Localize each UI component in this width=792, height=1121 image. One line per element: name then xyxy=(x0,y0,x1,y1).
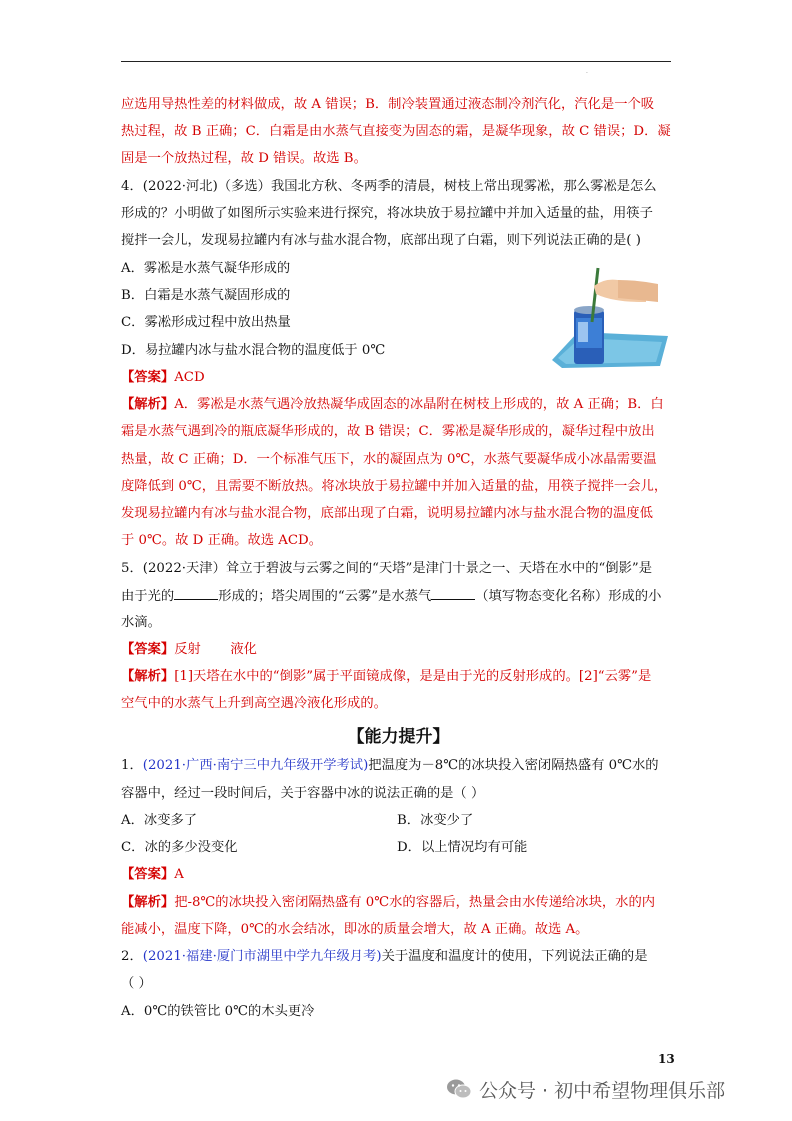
question-5-part: （填写物态变化名称）形成的小 xyxy=(475,589,662,604)
practice-1-option-c: C．冰的多少没变化 xyxy=(121,840,238,855)
question-5-part: 由于光的 xyxy=(121,589,175,604)
question-4-option-b: B．白霜是水蒸气凝固形成的 xyxy=(121,288,291,303)
explanation-5 xyxy=(121,668,676,686)
explanation-line: 应选用导热性差的材料做成，故 A 错误；B．制冷装置通过液态制冷剂汽化，汽化是一个吸 xyxy=(121,97,655,112)
watermark-text: 公众号 · 初中希望物理俱乐部 xyxy=(479,1079,726,1102)
practice-1-text: 容器中，经过一段时间后，关于容器中冰的说法正确的是（ ） xyxy=(121,786,485,801)
fill-blank xyxy=(174,587,218,600)
question-5-text: 5．(2022·天津）耸立于碧波与云雾之间的“天塔”是津门十景之一、天塔在水中的“倒影”是 xyxy=(121,561,652,576)
explanation-text: A．雾凇是水蒸气遇冷放热凝华成固态的冰晶附在树枝上形成的，故 A 正确；B．白 xyxy=(174,397,664,412)
practice-1-text xyxy=(121,757,676,775)
answer-value: ACD xyxy=(174,370,205,385)
explanation-p1 xyxy=(121,894,676,912)
answer-p1 xyxy=(121,866,676,884)
answer-4 xyxy=(121,369,676,387)
wechat-icon xyxy=(445,1077,473,1101)
question-number: 1． xyxy=(121,758,143,773)
explanation-label: 【解析】 xyxy=(121,669,175,684)
watermark xyxy=(445,1075,725,1103)
explanation-label: 【解析】 xyxy=(121,895,175,910)
question-4-option-d: D．易拉罐内冰与盐水混合物的温度低于 0℃ xyxy=(121,343,386,358)
practice-2-text xyxy=(121,948,676,966)
header-rule xyxy=(121,61,671,62)
section-title: 【能力提升】 xyxy=(347,727,450,747)
explanation-line: 热过程，故 B 正确；C．白霜是由水蒸气直接变为固态的霜，是凝华现象，故 C 错误；D．凝 xyxy=(121,124,671,139)
question-source: (2021·福建·厦门市湖里中学九年级月考) xyxy=(142,949,382,964)
question-4-option-c: C．雾凇形成过程中放出热量 xyxy=(121,315,291,330)
explanation-line: 能减小，温度下降，0℃的水会结冰，即冰的质量会增大，故 A 正确。故选 A。 xyxy=(121,922,589,937)
answer-value: A xyxy=(174,867,184,882)
explanation-line: 固是一个放热过程，故 D 错误。故选 B。 xyxy=(121,151,367,166)
explanation-line: 霜是水蒸气遇到冷的瓶底凝华形成的，故 B 错误；C．雾凇是凝华形成的，凝华过程中放出 xyxy=(121,424,655,439)
explanation-text: [1]天塔在水中的“倒影”属于平面镜成像，是是由于光的反射形成的。[2]“云雾”是 xyxy=(174,669,652,684)
experiment-can-photo xyxy=(548,262,672,372)
question-5-text xyxy=(121,587,676,606)
explanation-line: 于 0℃。故 D 正确。故选 ACD。 xyxy=(121,533,323,548)
answer-5 xyxy=(121,641,676,659)
answer-value: 反射 液化 xyxy=(174,642,257,657)
question-5-text: 水滴。 xyxy=(121,615,161,630)
explanation-line: 度降低到 0℃，且需要不断放热。将冰块放于易拉罐中并加入适量的盐，用筷子搅拌一会儿， xyxy=(121,479,668,494)
practice-2-text: （ ） xyxy=(121,976,152,991)
explanation-line: 发现易拉罐内有冰与盐水混合物，底部出现了白霜，说明易拉罐内冰与盐水混合物的温度低 xyxy=(121,506,653,521)
question-4-text: 搅拌一会儿，发现易拉罐内有冰与盐水混合物，底部出现了白霜，则下列说法正确的是( ) xyxy=(121,233,641,248)
question-stem: 关于温度和温度计的使用，下列说法正确的是 xyxy=(381,949,648,964)
explanation-label: 【解析】 xyxy=(121,397,175,412)
explanation-line: 空气中的水蒸气上升到高空遇冷液化形成的。 xyxy=(121,696,387,711)
explanation-4 xyxy=(121,396,676,414)
answer-label: 【答案】 xyxy=(121,642,175,657)
question-5-part: 形成的；塔尖周围的“云雾”是水蒸气 xyxy=(218,589,432,604)
question-4-option-a: A．雾凇是水蒸气凝华形成的 xyxy=(121,261,291,276)
question-source: (2021·广西·南宁三中九年级开学考试) xyxy=(142,758,369,773)
question-number: 2． xyxy=(121,949,143,964)
question-4-text: 4．(2022·河北)（多选）我国北方秋、冬两季的清晨，树枝上常出现雾凇，那么雾凇是怎么 xyxy=(121,179,657,194)
fill-blank xyxy=(431,587,475,600)
practice-2-option-a: A．0℃的铁管比 0℃的木头更冷 xyxy=(121,1004,315,1019)
question-4-text: 形成的？小明做了如图所示实验来进行探究，将冰块放于易拉罐中并加入适量的盐，用筷子 xyxy=(121,206,653,221)
explanation-line: 热量，故 C 正确；D．一个标准气压下，水的凝固点为 0℃，水蒸气要凝华成小冰晶需要温 xyxy=(121,452,657,467)
header-dot: · xyxy=(586,70,588,77)
practice-1-option-a: A．冰变多了 xyxy=(121,813,198,828)
answer-label: 【答案】 xyxy=(121,867,175,882)
practice-1-option-d: D．以上情况均有可能 xyxy=(397,840,528,855)
question-stem: 把温度为－8℃的冰块投入密闭隔热盛有 0℃水的 xyxy=(368,758,659,773)
explanation-text: 把-8℃的冰块投入密闭隔热盛有 0℃水的容器后，热量会由水传递给冰块，水的内 xyxy=(174,895,656,910)
page-number: 13 xyxy=(658,1052,675,1066)
answer-label: 【答案】 xyxy=(121,370,175,385)
practice-1-option-b: B．冰变少了 xyxy=(397,813,474,828)
